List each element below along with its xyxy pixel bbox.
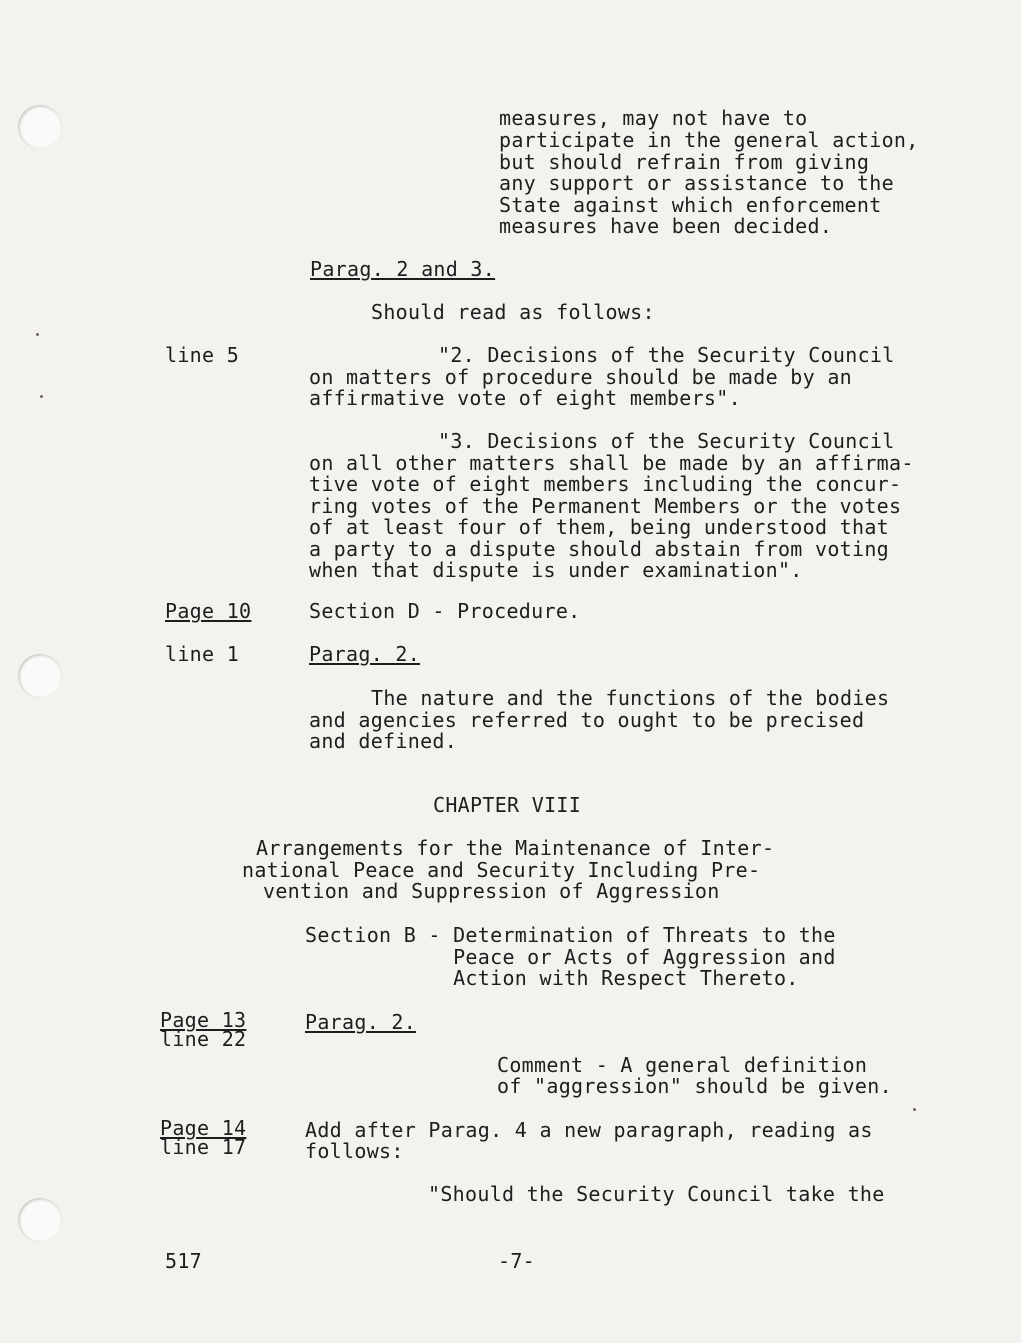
- chapter-title: CHAPTER VIII: [433, 793, 582, 817]
- paper-speck: [40, 395, 43, 398]
- margin-ref-line1: line 1: [165, 642, 240, 666]
- document-page: measures, may not have to participate in the general action, but should refrain from giving any support or assistance to the State against which enforcement measures have been decided. Parag. 2 and 3. Should read as follows: line 5 "2. Decisions of the Security Council on matters of procedure should be made by an affirmative vote of eight members". "3. Decisions of the Security Council on all other matters shall be made by an affirma- tive vote of eight members including the concur- ring votes of the Permanent Members or the votes of at least four of them, being understood that a party to a dispute should abstain from voting when that dispute is under examination". Page 10 Section D - Procedure. line 1 Parag. 2. The nature and the functions of the bodies and agencies referred to ought to be precised and defined. CHAPTER VIII Arrangements for the Maintenance of Inter- national Peace and Security Including Pre- vention and Suppression of Aggression Section B - Determination of Threats to the Peace or Acts of Aggression and Action with Respect Thereto. Page 13 line 22 Parag. 2. Comment - A general definition of "aggression" should be given. Page 14 line 17 Add after Parag. 4 a new paragraph, reading as follows: "Should the Security Council take the 517 -7-: [0, 0, 1021, 1343]
- should-read-line: Should read as follows:: [371, 300, 655, 324]
- parag-2-b-heading: Parag. 2.: [305, 1010, 417, 1034]
- paper-speck: [36, 333, 39, 336]
- parag-2-3-heading: Parag. 2 and 3.: [310, 257, 496, 281]
- binder-hole-bottom: [18, 1198, 62, 1242]
- page-number: -7-: [498, 1249, 536, 1273]
- binder-hole-top: [18, 105, 62, 149]
- document-number: 517: [165, 1249, 203, 1273]
- parag-2-heading: Parag. 2.: [309, 642, 421, 666]
- margin-ref-line5: line 5: [165, 343, 240, 367]
- paper-speck: [913, 1108, 916, 1111]
- section-d-heading: Section D - Procedure.: [309, 599, 581, 623]
- margin-ref-page10: Page 10: [165, 599, 252, 623]
- binder-hole-middle: [18, 654, 62, 698]
- closing-quote: "Should the Security Council take the: [428, 1182, 885, 1206]
